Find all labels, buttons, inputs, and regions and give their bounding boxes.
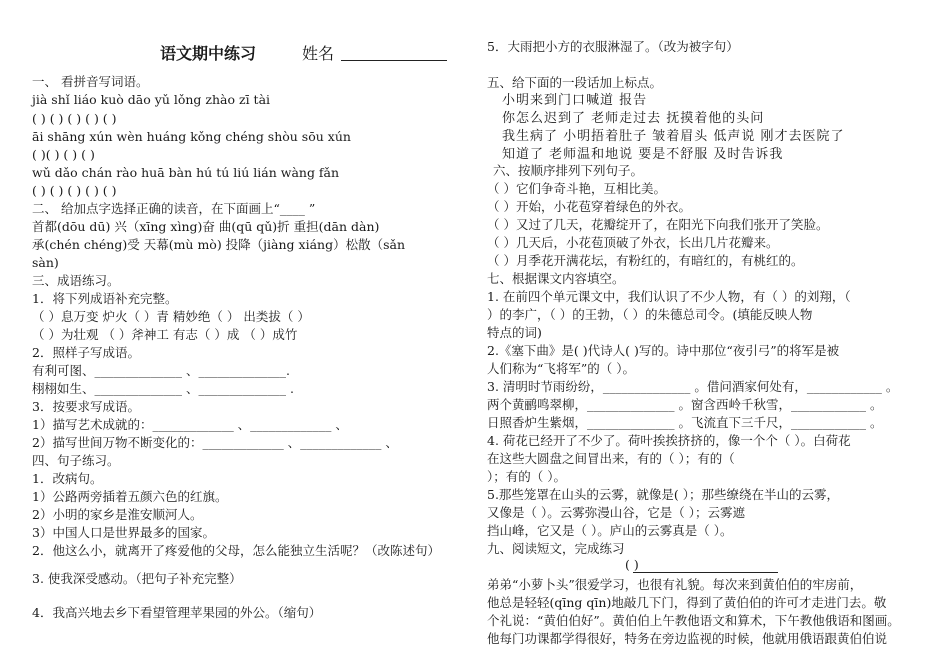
fill-4-line-3[interactable]: ）；有的（ ）。	[487, 469, 566, 484]
fill-5-line-3[interactable]: 挡山峰，它又是（ ）。庐山的云雾真是（ ）。	[487, 523, 733, 538]
pinyin-row-3: wǔ dǎo chán rào huā bàn hú tú liú lián wàng fǎn	[32, 165, 340, 180]
sentence-3: 3）中国人口是世界最多的国家。	[32, 525, 215, 540]
section-2-heading: 二、 给加点字选择正确的读音，在下面画上“____ ”	[32, 201, 316, 216]
passage-title-underline	[633, 558, 778, 573]
punct-line-4: 知道了 老师温和地说 要是不舒服 及时告诉我	[502, 147, 784, 162]
fill-1-line-3: 特点的词)	[487, 325, 542, 340]
sentence-1: 1）公路两旁插着五颜六色的红旗。	[32, 489, 228, 504]
punct-line-3: 我生病了 小明捂着肚子 皱着眉头 低声说 刚才去医院了	[502, 129, 845, 144]
q4-1: 1．改病句。	[32, 471, 103, 486]
order-item-5[interactable]: （ ）月季花开满花坛，有粉红的，有暗红的，有桃红的。	[487, 253, 804, 268]
punct-line-1: 小明来到门口喊道 报告	[502, 93, 648, 108]
fill-1-line-1[interactable]: 1. 在前四个单元课文中，我们认识了不少人物，有（ ）的刘翔，（	[487, 289, 851, 304]
poem-line-3[interactable]: 日照香炉生紫烟，______________ 。飞流直下三千尺，____________ 。	[487, 415, 883, 430]
passage-line-4: 他每门功课都学得很好，特务在旁边监视的时候，他就用俄语跟黄伯伯说	[487, 631, 888, 646]
order-item-3[interactable]: （ ）又过了几天，花瓣绽开了，在阳光下向我们张开了笑脸。	[487, 217, 829, 232]
requirement-row-1[interactable]: 1）描写艺术成就的：_____________ 、_____________ 、	[32, 417, 348, 432]
poem-line-1[interactable]: 3. 清明时节雨纷纷，______________ 。借问酒家何处有，____________ 。	[487, 379, 899, 394]
fill-2-line-1[interactable]: 2.《塞下曲》是( )代诗人( )写的。诗中那位“夜引弓”的将军是被	[487, 343, 840, 358]
reading-row-2: 承(chén chéng)受 天幕(mù mò) 投降（jiàng xiáng）松散（sǎn	[32, 237, 406, 252]
requirement-row-2[interactable]: 2）描写世间万物不断变化的：_____________ 、_____________ 、	[32, 435, 398, 450]
fill-5-line-2[interactable]: 又像是（ ）。云雾弥漫山谷，它是（ ）；云雾遮	[487, 505, 745, 520]
section-6-heading: 六、按顺序排列下列句子。	[493, 163, 644, 178]
name-blank[interactable]	[341, 46, 447, 61]
q4-2: 2．他这么小，就离开了疼爱他的父母，怎么能独立生活呢？（改陈述句）	[32, 543, 440, 558]
q4-4: 4．我高兴地去乡下看望管理苹果园的外公。（缩句）	[32, 605, 322, 620]
section-5-heading: 五、给下面的一段话加上标点。	[487, 75, 663, 90]
blank-row-3[interactable]: ( ) ( ) ( ) ( ) ( )	[32, 183, 117, 198]
poem-line-2[interactable]: 两个黄鹂鸣翠柳，______________ 。窗含西岭千秋雪，____________ 。	[487, 397, 883, 412]
passage-title-blank[interactable]: ( )	[625, 557, 639, 572]
page-title: 语文期中练习	[160, 44, 257, 63]
q4-5: 5．大雨把小方的衣服淋湿了。（改为被字句）	[487, 39, 739, 54]
section-3-heading: 三、成语练习。	[32, 273, 120, 288]
section-4-heading: 四、句子练习。	[32, 453, 120, 468]
fill-1-line-2[interactable]: ）的李广，（ ）的王勃，（ ）的朱德总司令。(填能反映人物	[487, 307, 813, 322]
pinyin-row-2: āi shāng xún wèn huáng kǒng chéng shòu sōu xún	[32, 129, 351, 144]
blank-row-2[interactable]: ( )( ) ( ) ( )	[32, 147, 95, 162]
section-9-heading: 九、阅读短文，完成练习	[487, 541, 625, 556]
q3-3: 3．按要求写成语。	[32, 399, 140, 414]
sentence-2: 2）小明的家乡是淮安顺河人。	[32, 507, 203, 522]
pinyin-row-1: jià shǐ liáo kuò dāo yǔ lǒng zhào zī tài	[32, 92, 271, 107]
passage-line-3: 个礼说：“黄伯伯好”。黄伯伯上午教他语文和算术，下午教他俄语和图画。	[487, 613, 900, 628]
order-item-2[interactable]: （ ）开始，小花苞穿着绿色的外衣。	[487, 199, 691, 214]
passage-line-1: 弟弟“小萝卜头”很爱学习，也很有礼貌。每次来到黄伯伯的牢房前，	[487, 577, 863, 592]
fill-5-line-1[interactable]: 5.那些笼罩在山头的云雾，就像是( ）；那些缭绕在半山的云雾，	[487, 487, 840, 502]
reading-row-2-cont: sàn)	[32, 255, 59, 270]
fill-4-line-2[interactable]: 在这些大圆盘之间冒出来，有的（ ）；有的（	[487, 451, 735, 466]
fill-4-line-1[interactable]: 4. 荷花已经开了不少了。荷叶挨挨挤挤的，像一个个（ ）。白荷花	[487, 433, 851, 448]
name-label: 姓名	[302, 44, 335, 63]
punct-line-2: 你怎么迟到了 老师走过去 抚摸着他的头问	[502, 111, 765, 126]
idiom-row-1[interactable]: （ ）息万变 炉火（ ）青 精妙绝（ ） 出类拔（ ）	[32, 309, 310, 324]
blank-row-1[interactable]: ( ) ( ) ( ) ( ) ( )	[32, 111, 117, 126]
idiom-row-2[interactable]: （ ）为壮观 （ ）斧神工 有志（ ）成 （ ）成竹	[32, 327, 298, 342]
order-item-1[interactable]: （ ）它们争奇斗艳，互相比美。	[487, 181, 666, 196]
reading-row-1: 首都(dōu dū) 兴（xīng xìng)奋 曲(qū qǔ)折 重担(dān dàn)	[32, 219, 380, 234]
example-row-2[interactable]: 栩栩如生、______________ 、______________ .	[32, 381, 294, 396]
q3-1: 1．将下列成语补充完整。	[32, 291, 178, 306]
passage-line-2: 他总是轻轻(qīng qīn)地敲几下门，得到了黄伯伯的许可才走进门去。敬	[487, 595, 887, 610]
fill-2-line-2[interactable]: 人们称为“飞将军”的（ ）。	[487, 361, 636, 376]
example-row-1[interactable]: 有利可图、______________ 、______________.	[32, 363, 290, 378]
q4-3: 3. 使我深受感动。（把句子补充完整）	[32, 571, 242, 586]
q3-2: 2．照样子写成语。	[32, 345, 140, 360]
section-1-heading: 一、 看拼音写词语。	[32, 74, 149, 89]
section-7-heading: 七、根据课文内容填空。	[487, 271, 625, 286]
order-item-4[interactable]: （ ）几天后，小花苞顶破了外衣，长出几片花瓣来。	[487, 235, 779, 250]
